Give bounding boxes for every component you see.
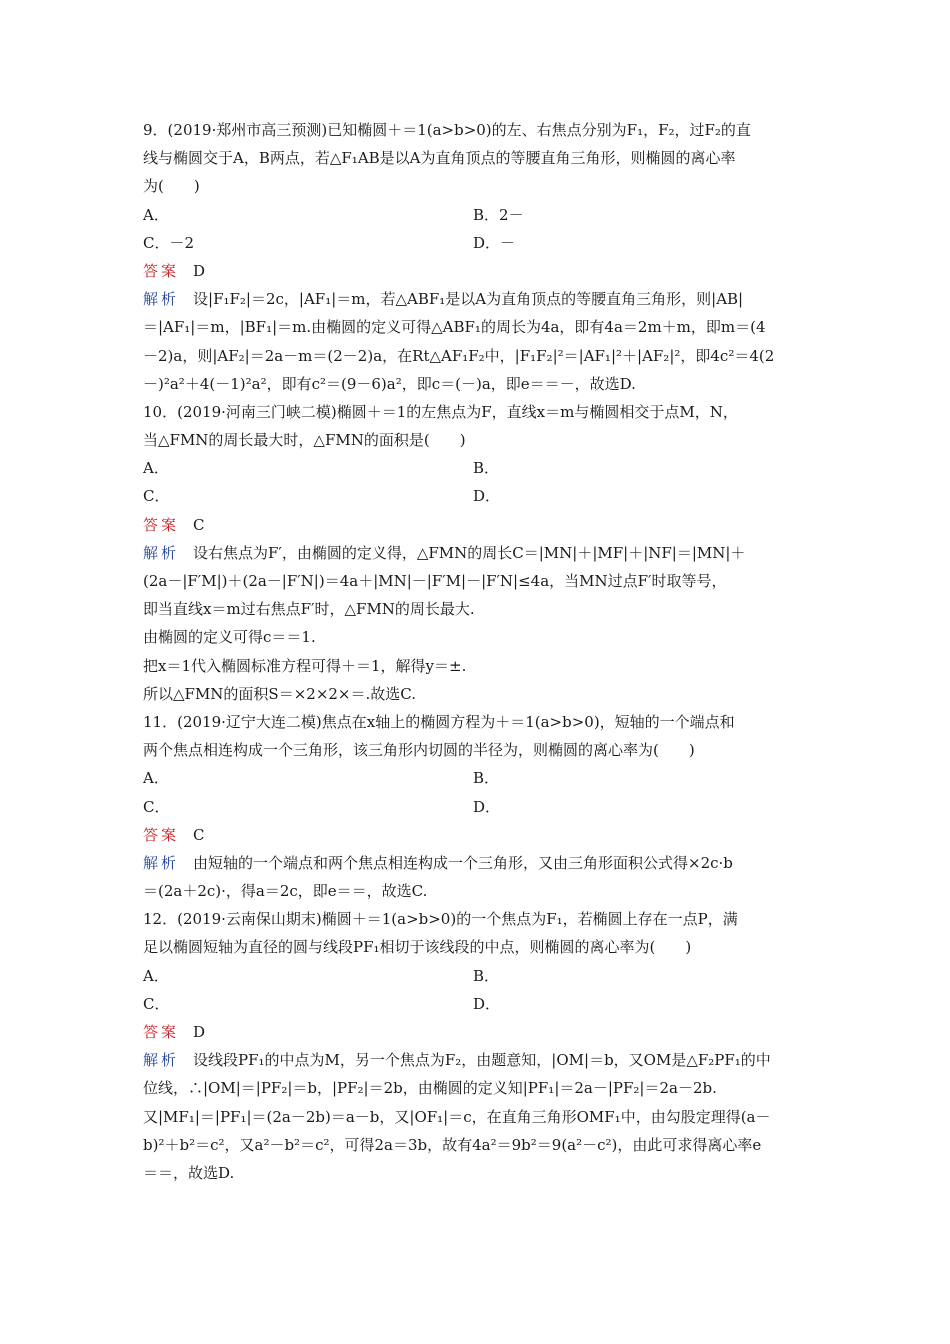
option-c: C．: [143, 487, 170, 506]
explanation-text: 设线段PF₁的中点为M，另一个焦点为F₂，由题意知，|OM|＝b，又OM是△F₂PF₁的中: [193, 1051, 771, 1070]
question-10: [143, 398, 808, 708]
option-a: A．: [143, 966, 169, 985]
answer-value: C: [193, 825, 205, 844]
option-d: D．: [473, 797, 501, 816]
options-row: [143, 454, 808, 482]
question-stem-line: 10．(2019·河南三门峡二模)椭圆＋＝1的左焦点为F，直线x＝m与椭圆相交于点M，N，: [143, 402, 738, 421]
explanation-line: ＝(2a＋2c)·，得a＝2c，即e＝＝，故选C.: [143, 882, 428, 901]
explanation-line: b)²＋b²＝c²，又a²－b²＝c²，可得2a＝3b，故有4a²＝9b²＝9(a²－c²)，由此可求得离心率e: [143, 1135, 762, 1154]
answer-value: D: [193, 1023, 206, 1041]
options-row: [143, 793, 808, 821]
explanation-line: [143, 849, 808, 877]
answer-line: [143, 1018, 808, 1046]
explanation-line: 又|MF₁|＝|PF₁|＝(2a－2b)＝a－b，又|OF₁|＝c，在直角三角形OMF₁中，由勾股定理得(a－: [143, 1107, 771, 1126]
options-row: [143, 482, 808, 510]
options-row: [143, 990, 808, 1018]
question-stem-line: 12．(2019·云南保山期末)椭圆＋＝1(a>b>0)的一个焦点为F₁，若椭圆上存在一点P，满: [143, 910, 738, 929]
explanation-line: [143, 539, 808, 567]
explanation-line: (2a－|F′M|)＋(2a－|F′N|)＝4a＋|MN|－|F′M|－|F′N|≤4a，当MN过点F′时取等号，: [143, 572, 727, 590]
page-content: [143, 116, 808, 1187]
option-a: A．: [143, 205, 169, 224]
question-12: [143, 905, 808, 1187]
option-a: A．: [143, 769, 169, 788]
explanation-line: ＝|AF₁|＝m，|BF₁|＝m.由椭圆的定义可得△ABF₁的周长为4a，即有4a＝2m＋m，即m＝(4: [143, 318, 766, 337]
answer-tag: 答案: [143, 261, 180, 280]
answer-tag: 答案: [143, 825, 180, 844]
explanation-text: 由短轴的一个端点和两个焦点相连构成一个三角形，又由三角形面积公式得×2c·b: [193, 853, 733, 872]
option-d: D．: [473, 487, 501, 506]
option-b: B．2－: [473, 205, 524, 224]
explanation-line: 把x＝1代入椭圆标准方程可得＋＝1，解得y＝±.: [143, 656, 467, 675]
explanation-line: －2)a，则|AF₂|＝2a－m＝(2－2)a，在Rt△AF₁F₂中，|F₁F₂|²＝|AF₁|²＋|AF₂|²，即4c²＝4(2: [143, 346, 775, 365]
question-9: [143, 116, 808, 398]
answer-line: [143, 257, 808, 285]
question-stem-line: 9．(2019·郑州市高三预测)已知椭圆＋＝1(a>b>0)的左、右焦点分别为F₁，F₂，过F₂的直: [143, 121, 751, 139]
explanation-line: [143, 1046, 808, 1074]
question-11: [143, 708, 808, 905]
question-stem-line: 足以椭圆短轴为直径的圆与线段PF₁相切于该线段的中点，则椭圆的离心率为( ): [143, 938, 692, 957]
explanation-line: [143, 285, 808, 313]
explanation-tag: 解析: [143, 543, 180, 562]
option-a: A．: [143, 459, 169, 478]
option-b: B．: [473, 459, 500, 478]
options-row: [143, 201, 808, 229]
options-row: [143, 229, 808, 257]
answer-line: [143, 821, 808, 849]
explanation-line: －)²a²＋4(－1)²a²，即有c²＝(9－6)a²，即c＝(－)a，即e＝＝－，故选D.: [143, 374, 636, 393]
option-c: C．－2: [143, 233, 195, 252]
answer-line: [143, 511, 808, 539]
answer-value: C: [193, 515, 205, 534]
explanation-line: 由椭圆的定义可得c＝＝1.: [143, 628, 316, 647]
option-d: D．: [473, 994, 501, 1013]
question-stem-line: 两个焦点相连构成一个三角形，该三角形内切圆的半径为，则椭圆的离心率为( ): [143, 741, 695, 760]
question-stem-line: 线与椭圆交于A，B两点，若△F₁AB是以A为直角顶点的等腰直角三角形，则椭圆的离心率: [143, 149, 736, 168]
question-stem-line: 当△FMN的周长最大时，△FMN的面积是( ): [143, 431, 466, 450]
question-stem-line: 11．(2019·辽宁大连二模)焦点在x轴上的椭圆方程为＋＝1(a>b>0)，短轴的一个端点和: [143, 712, 735, 731]
option-b: B．: [473, 769, 500, 788]
option-b: B．: [473, 966, 500, 985]
explanation-line: 即当直线x＝m过右焦点F′时，△FMN的周长最大.: [143, 600, 475, 619]
option-d: D．－: [473, 233, 516, 252]
explanation-text: 设|F₁F₂|＝2c，|AF₁|＝m，若△ABF₁是以A为直角顶点的等腰直角三角形，则|AB|: [193, 290, 744, 309]
explanation-tag: 解析: [143, 853, 180, 872]
answer-value: D: [193, 261, 206, 280]
explanation-text: 设右焦点为F′，由椭圆的定义得，△FMN的周长C＝|MN|＋|MF|＋|NF|＝|MN|＋: [193, 543, 746, 562]
options-row: [143, 962, 808, 990]
explanation-tag: 解析: [143, 1051, 180, 1070]
options-row: [143, 764, 808, 792]
explanation-line: 所以△FMN的面积S＝×2×2×＝.故选C.: [143, 684, 416, 703]
explanation-tag: 解析: [143, 290, 180, 309]
option-c: C．: [143, 797, 170, 816]
question-stem-line: 为( ): [143, 177, 200, 196]
answer-tag: 答案: [143, 1023, 180, 1041]
explanation-line: ＝＝，故选D.: [143, 1163, 235, 1182]
option-c: C．: [143, 994, 170, 1013]
explanation-line: 位线，∴|OM|＝|PF₂|＝b，|PF₂|＝2b，由椭圆的定义知|PF₁|＝2a－|PF₂|＝2a－2b.: [143, 1079, 717, 1098]
answer-tag: 答案: [143, 515, 180, 534]
